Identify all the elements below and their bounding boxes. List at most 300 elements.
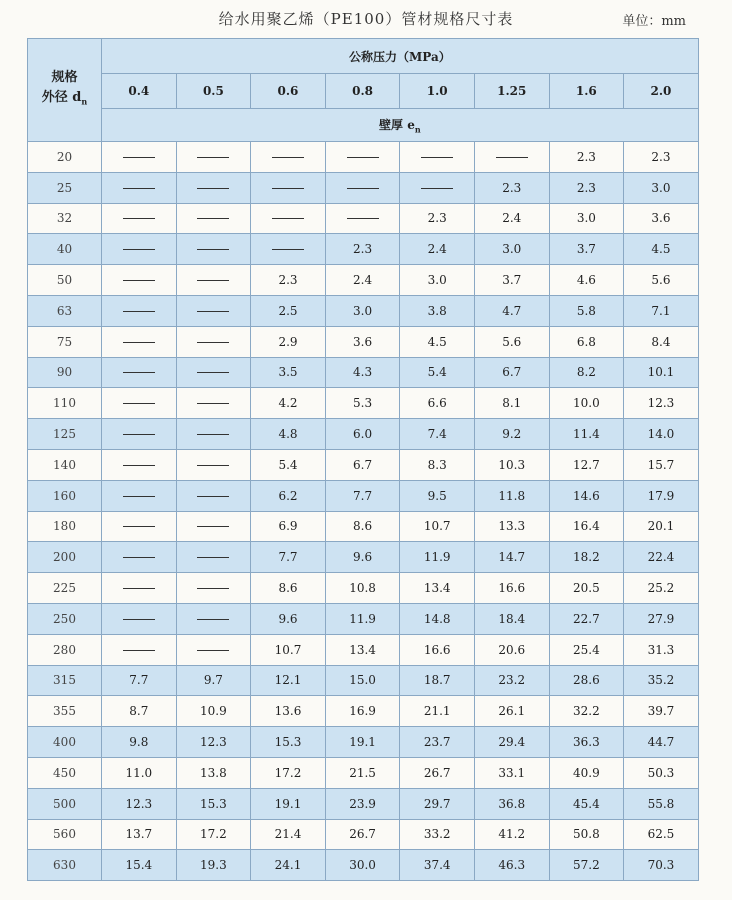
wall-thickness-cell: 2.4 (474, 203, 549, 234)
wall-thickness-cell: 11.9 (325, 603, 400, 634)
dash-mark (123, 311, 155, 312)
wall-thickness-cell: 41.2 (474, 819, 549, 850)
outer-diameter-cell: 355 (28, 696, 102, 727)
wall-thickness-cell: 17.2 (251, 757, 326, 788)
wall-thickness-cell: 46.3 (474, 850, 549, 881)
empty-cell (102, 265, 177, 296)
empty-cell (176, 419, 251, 450)
outer-diameter-cell: 225 (28, 573, 102, 604)
wall-thickness-cell: 2.3 (251, 265, 326, 296)
wall-thickness-cell: 8.3 (400, 449, 475, 480)
pressure-header-cell: 1.25 (474, 74, 549, 109)
wall-thickness-cell: 11.9 (400, 542, 475, 573)
dash-mark (272, 157, 304, 158)
dash-mark (123, 249, 155, 250)
table-row (28, 665, 699, 696)
wall-thickness-cell: 8.6 (325, 511, 400, 542)
wall-thickness-cell: 57.2 (549, 850, 624, 881)
wall-thickness-cell: 2.5 (251, 295, 326, 326)
wall-thickness-cell: 25.2 (624, 573, 699, 604)
wall-thickness-cell: 16.4 (549, 511, 624, 542)
wall-thickness-cell: 10.0 (549, 388, 624, 419)
outer-diameter-cell: 560 (28, 819, 102, 850)
wall-thickness-cell: 9.8 (102, 727, 177, 758)
empty-cell (102, 511, 177, 542)
spec-header (28, 39, 102, 142)
wall-thickness-cell: 13.3 (474, 511, 549, 542)
table-row (28, 788, 699, 819)
outer-diameter-cell: 450 (28, 757, 102, 788)
dash-mark (421, 188, 453, 189)
table-row (28, 727, 699, 758)
dash-mark (272, 218, 304, 219)
dash-mark (197, 218, 229, 219)
dash-mark (197, 434, 229, 435)
empty-cell (251, 172, 326, 203)
outer-diameter-cell: 25 (28, 172, 102, 203)
wall-thickness-cell: 15.0 (325, 665, 400, 696)
wall-thickness-cell: 29.4 (474, 727, 549, 758)
wall-thickness-cell: 15.3 (251, 727, 326, 758)
pressure-header-row (28, 74, 699, 109)
wall-thickness-cell: 3.5 (251, 357, 326, 388)
wall-thickness-cell: 15.7 (624, 449, 699, 480)
empty-cell (251, 234, 326, 265)
wall-thickness-cell: 15.3 (176, 788, 251, 819)
wall-thickness-cell: 2.3 (624, 142, 699, 173)
outer-diameter-cell: 110 (28, 388, 102, 419)
empty-cell (251, 203, 326, 234)
wall-thickness-cell: 23.7 (400, 727, 475, 758)
dash-mark (123, 526, 155, 527)
wall-thickness-cell: 70.3 (624, 850, 699, 881)
table-row (28, 480, 699, 511)
wall-thickness-cell: 20.6 (474, 634, 549, 665)
table-row (28, 265, 699, 296)
empty-cell (102, 449, 177, 480)
outer-diameter-cell: 280 (28, 634, 102, 665)
dash-mark (347, 188, 379, 189)
wall-thickness-cell: 5.6 (474, 326, 549, 357)
wall-thickness-cell: 26.1 (474, 696, 549, 727)
empty-cell (176, 511, 251, 542)
wall-thickness-cell: 31.3 (624, 634, 699, 665)
wall-thickness-cell: 4.8 (251, 419, 326, 450)
empty-cell (102, 295, 177, 326)
table-row (28, 850, 699, 881)
wall-thickness-cell: 2.4 (325, 265, 400, 296)
empty-cell (102, 634, 177, 665)
wall-thickness-cell: 10.7 (251, 634, 326, 665)
wall-thickness-cell: 18.4 (474, 603, 549, 634)
wall-thickness-cell: 7.7 (102, 665, 177, 696)
wall-thickness-cell: 44.7 (624, 727, 699, 758)
table-row (28, 419, 699, 450)
wall-thickness-cell: 23.2 (474, 665, 549, 696)
wall-thickness-cell: 4.6 (549, 265, 624, 296)
wall-thickness-cell: 5.4 (400, 357, 475, 388)
outer-diameter-cell: 400 (28, 727, 102, 758)
wall-thickness-cell: 2.3 (549, 142, 624, 173)
outer-diameter-cell: 32 (28, 203, 102, 234)
wall-thickness-cell: 10.8 (325, 573, 400, 604)
wall-thickness-cell: 12.3 (102, 788, 177, 819)
wall-thickness-cell: 4.5 (624, 234, 699, 265)
dash-mark (123, 619, 155, 620)
dash-mark (123, 280, 155, 281)
wall-thickness-cell: 24.1 (251, 850, 326, 881)
outer-diameter-cell: 50 (28, 265, 102, 296)
table-row (28, 326, 699, 357)
outer-diameter-cell: 315 (28, 665, 102, 696)
dash-mark (123, 557, 155, 558)
wall-thickness-cell: 2.9 (251, 326, 326, 357)
wall-thickness-cell: 2.3 (549, 172, 624, 203)
dash-mark (197, 311, 229, 312)
table-row (28, 295, 699, 326)
wall-thickness-cell: 37.4 (400, 850, 475, 881)
empty-cell (176, 603, 251, 634)
outer-diameter-cell: 40 (28, 234, 102, 265)
dash-mark (197, 249, 229, 250)
wall-thickness-cell: 13.4 (400, 573, 475, 604)
wall-thickness-cell: 28.6 (549, 665, 624, 696)
table-row (28, 542, 699, 573)
table-row (28, 511, 699, 542)
pressure-header-cell: 1.6 (549, 74, 624, 109)
wall-thickness-cell: 12.1 (251, 665, 326, 696)
empty-cell (400, 142, 475, 173)
wall-thickness-cell: 36.3 (549, 727, 624, 758)
outer-diameter-cell: 180 (28, 511, 102, 542)
wall-thickness-cell: 6.0 (325, 419, 400, 450)
wall-thickness-cell: 3.0 (549, 203, 624, 234)
dash-mark (272, 188, 304, 189)
empty-cell (102, 357, 177, 388)
wall-thickness-cell: 33.1 (474, 757, 549, 788)
wall-thickness-cell: 10.7 (400, 511, 475, 542)
empty-cell (400, 172, 475, 203)
wall-thickness-cell: 5.8 (549, 295, 624, 326)
dash-mark (123, 465, 155, 466)
empty-cell (176, 573, 251, 604)
outer-diameter-cell: 630 (28, 850, 102, 881)
empty-cell (102, 573, 177, 604)
dash-mark (123, 650, 155, 651)
wall-thickness-cell: 20.5 (549, 573, 624, 604)
table-row (28, 234, 699, 265)
wall-thickness-cell: 2.3 (474, 172, 549, 203)
dash-mark (197, 188, 229, 189)
wall-thickness-cell: 3.7 (549, 234, 624, 265)
wall-thickness-cell: 3.6 (325, 326, 400, 357)
pressure-header-cell: 0.4 (102, 74, 177, 109)
wall-thickness-cell: 2.3 (325, 234, 400, 265)
empty-cell (102, 388, 177, 419)
wall-thickness-cell: 9.2 (474, 419, 549, 450)
wall-thickness-cell: 17.2 (176, 819, 251, 850)
wall-thickness-cell: 8.4 (624, 326, 699, 357)
wall-thickness-cell: 14.0 (624, 419, 699, 450)
wall-thickness-cell: 6.8 (549, 326, 624, 357)
wall-thickness-cell: 17.9 (624, 480, 699, 511)
empty-cell (176, 542, 251, 573)
dash-mark (123, 588, 155, 589)
dash-mark (123, 218, 155, 219)
empty-cell (325, 172, 400, 203)
dash-mark (347, 157, 379, 158)
wall-thickness-cell: 2.3 (400, 203, 475, 234)
table-row (28, 603, 699, 634)
wall-thickness-cell: 62.5 (624, 819, 699, 850)
dash-mark (197, 157, 229, 158)
outer-diameter-cell: 160 (28, 480, 102, 511)
empty-cell (102, 542, 177, 573)
dash-mark (197, 403, 229, 404)
wall-thickness-cell: 5.6 (624, 265, 699, 296)
dash-mark (197, 619, 229, 620)
wall-thickness-cell: 25.4 (549, 634, 624, 665)
wall-thickness-cell: 10.3 (474, 449, 549, 480)
table-row (28, 573, 699, 604)
empty-cell (102, 326, 177, 357)
empty-cell (176, 388, 251, 419)
outer-diameter-cell: 200 (28, 542, 102, 573)
wall-thickness-cell: 9.6 (325, 542, 400, 573)
dash-mark (347, 218, 379, 219)
wall-thickness-cell: 50.8 (549, 819, 624, 850)
wall-thickness-cell: 11.0 (102, 757, 177, 788)
wall-thickness-cell: 21.5 (325, 757, 400, 788)
empty-cell (102, 480, 177, 511)
spec-header-subscript: n (81, 96, 88, 107)
dash-mark (123, 342, 155, 343)
wall-thickness-cell: 11.4 (549, 419, 624, 450)
outer-diameter-cell: 75 (28, 326, 102, 357)
dash-mark (197, 557, 229, 558)
empty-cell (325, 142, 400, 173)
wall-thickness-cell: 10.9 (176, 696, 251, 727)
wall-thickness-cell: 13.4 (325, 634, 400, 665)
wall-thickness-cell: 3.0 (624, 172, 699, 203)
wall-thickness-cell: 7.4 (400, 419, 475, 450)
outer-diameter-cell: 63 (28, 295, 102, 326)
table-row (28, 819, 699, 850)
wall-thickness-cell: 16.9 (325, 696, 400, 727)
dash-mark (123, 496, 155, 497)
wall-thickness-cell: 27.9 (624, 603, 699, 634)
outer-diameter-cell: 125 (28, 419, 102, 450)
empty-cell (251, 142, 326, 173)
empty-cell (102, 603, 177, 634)
empty-cell (176, 172, 251, 203)
wall-thickness-cell: 4.2 (251, 388, 326, 419)
table-row (28, 357, 699, 388)
wall-thickness-cell: 7.7 (251, 542, 326, 573)
dash-mark (197, 280, 229, 281)
empty-cell (102, 203, 177, 234)
wall-thickness-cell: 3.8 (400, 295, 475, 326)
table-row (28, 634, 699, 665)
dash-mark (197, 526, 229, 527)
wall-thickness-cell: 4.7 (474, 295, 549, 326)
empty-cell (176, 480, 251, 511)
wall-thickness-cell: 19.3 (176, 850, 251, 881)
outer-diameter-cell: 250 (28, 603, 102, 634)
wall-thickness-cell: 16.6 (474, 573, 549, 604)
spec-header-line2: 外径 d (41, 90, 82, 106)
wall-thickness-cell: 14.7 (474, 542, 549, 573)
wall-thickness-cell: 26.7 (325, 819, 400, 850)
empty-cell (176, 634, 251, 665)
empty-cell (176, 265, 251, 296)
wall-thickness-cell: 18.2 (549, 542, 624, 573)
empty-cell (176, 326, 251, 357)
table-row (28, 449, 699, 480)
wall-thickness-cell: 3.0 (400, 265, 475, 296)
wall-thickness-cell: 15.4 (102, 850, 177, 881)
wall-thickness-cell: 11.8 (474, 480, 549, 511)
dash-mark (123, 372, 155, 373)
wall-thickness-cell: 8.7 (102, 696, 177, 727)
dash-mark (123, 403, 155, 404)
wall-thickness-cell: 21.1 (400, 696, 475, 727)
outer-diameter-cell: 20 (28, 142, 102, 173)
pipe-spec-table (27, 38, 699, 881)
wall-thickness-cell: 2.4 (400, 234, 475, 265)
pressure-header-cell: 0.8 (325, 74, 400, 109)
wall-thickness-cell: 14.6 (549, 480, 624, 511)
dash-mark (272, 249, 304, 250)
dash-mark (197, 342, 229, 343)
wall-thickness-cell: 9.5 (400, 480, 475, 511)
wall-thickness-cell: 29.7 (400, 788, 475, 819)
dash-mark (197, 465, 229, 466)
pressure-header-cell: 1.0 (400, 74, 475, 109)
empty-cell (325, 203, 400, 234)
wall-thickness-header: 壁厚 $e_n$ (102, 109, 699, 142)
wall-thickness-cell: 6.7 (474, 357, 549, 388)
wall-thickness-cell: 22.4 (624, 542, 699, 573)
outer-diameter-cell: 500 (28, 788, 102, 819)
table-row (28, 142, 699, 173)
wall-thickness-cell: 12.7 (549, 449, 624, 480)
wall-thickness-cell: 50.3 (624, 757, 699, 788)
wall-thickness-cell: 8.1 (474, 388, 549, 419)
table-row (28, 203, 699, 234)
pressure-header-cell: 0.6 (251, 74, 326, 109)
table-body (28, 142, 699, 881)
empty-cell (474, 142, 549, 173)
pressure-group-header: 公称压力（MPa） (102, 39, 699, 74)
wall-thickness-cell: 36.8 (474, 788, 549, 819)
dash-mark (496, 157, 528, 158)
wall-thickness-cell: 39.7 (624, 696, 699, 727)
wall-thickness-cell: 13.8 (176, 757, 251, 788)
dash-mark (197, 650, 229, 651)
empty-cell (102, 234, 177, 265)
wall-thickness-cell: 10.1 (624, 357, 699, 388)
spec-header-line1: 规格 (51, 70, 78, 86)
outer-diameter-cell: 140 (28, 449, 102, 480)
wall-thickness-cell: 35.2 (624, 665, 699, 696)
dash-mark (197, 588, 229, 589)
wall-thickness-cell: 19.1 (251, 788, 326, 819)
empty-cell (102, 172, 177, 203)
empty-cell (176, 449, 251, 480)
wall-thickness-cell: 7.7 (325, 480, 400, 511)
wall-thickness-cell: 3.0 (474, 234, 549, 265)
empty-cell (102, 142, 177, 173)
empty-cell (176, 357, 251, 388)
wall-thickness-cell: 9.7 (176, 665, 251, 696)
wall-thickness-cell: 9.6 (251, 603, 326, 634)
empty-cell (102, 419, 177, 450)
wall-thickness-cell: 30.0 (325, 850, 400, 881)
wall-thickness-cell: 12.3 (176, 727, 251, 758)
wall-thickness-cell: 3.0 (325, 295, 400, 326)
wall-thickness-cell: 12.3 (624, 388, 699, 419)
wall-thickness-cell: 3.7 (474, 265, 549, 296)
table-row (28, 172, 699, 203)
wall-thickness-cell: 21.4 (251, 819, 326, 850)
table-row (28, 388, 699, 419)
wall-thickness-cell: 19.1 (325, 727, 400, 758)
wall-thickness-cell: 13.6 (251, 696, 326, 727)
wall-thickness-cell: 6.6 (400, 388, 475, 419)
wall-thickness-cell: 7.1 (624, 295, 699, 326)
empty-cell (176, 203, 251, 234)
empty-cell (176, 142, 251, 173)
pressure-header-cell: 2.0 (624, 74, 699, 109)
unit-label: 单位：mm (622, 14, 686, 29)
dash-mark (197, 496, 229, 497)
pressure-header-cell: 0.5 (176, 74, 251, 109)
dash-mark (123, 434, 155, 435)
wall-thickness-cell: 6.9 (251, 511, 326, 542)
wall-thickness-cell: 26.7 (400, 757, 475, 788)
wall-thickness-cell: 4.3 (325, 357, 400, 388)
table-row (28, 757, 699, 788)
wall-thickness-cell: 8.2 (549, 357, 624, 388)
wall-thickness-cell: 16.6 (400, 634, 475, 665)
wall-thickness-cell: 45.4 (549, 788, 624, 819)
dash-mark (197, 372, 229, 373)
dash-mark (123, 157, 155, 158)
wall-thickness-cell: 8.6 (251, 573, 326, 604)
outer-diameter-cell: 90 (28, 357, 102, 388)
wall-thickness-cell: 6.7 (325, 449, 400, 480)
wall-thickness-cell: 6.2 (251, 480, 326, 511)
wall-thickness-cell: 14.8 (400, 603, 475, 634)
dash-mark (421, 157, 453, 158)
wall-thickness-cell: 18.7 (400, 665, 475, 696)
wall-thickness-cell: 55.8 (624, 788, 699, 819)
wall-thickness-cell: 13.7 (102, 819, 177, 850)
empty-cell (176, 234, 251, 265)
dash-mark (123, 188, 155, 189)
table-title: 给水用聚乙烯（PE100）管材规格尺寸表 (218, 10, 514, 28)
wall-thickness-cell: 32.2 (549, 696, 624, 727)
empty-cell (176, 295, 251, 326)
wall-thickness-cell: 4.5 (400, 326, 475, 357)
wall-thickness-cell: 5.4 (251, 449, 326, 480)
wall-thickness-cell: 23.9 (325, 788, 400, 819)
wall-thickness-cell: 5.3 (325, 388, 400, 419)
wall-thickness-cell: 3.6 (624, 203, 699, 234)
wall-thickness-cell: 22.7 (549, 603, 624, 634)
wall-thickness-cell: 20.1 (624, 511, 699, 542)
